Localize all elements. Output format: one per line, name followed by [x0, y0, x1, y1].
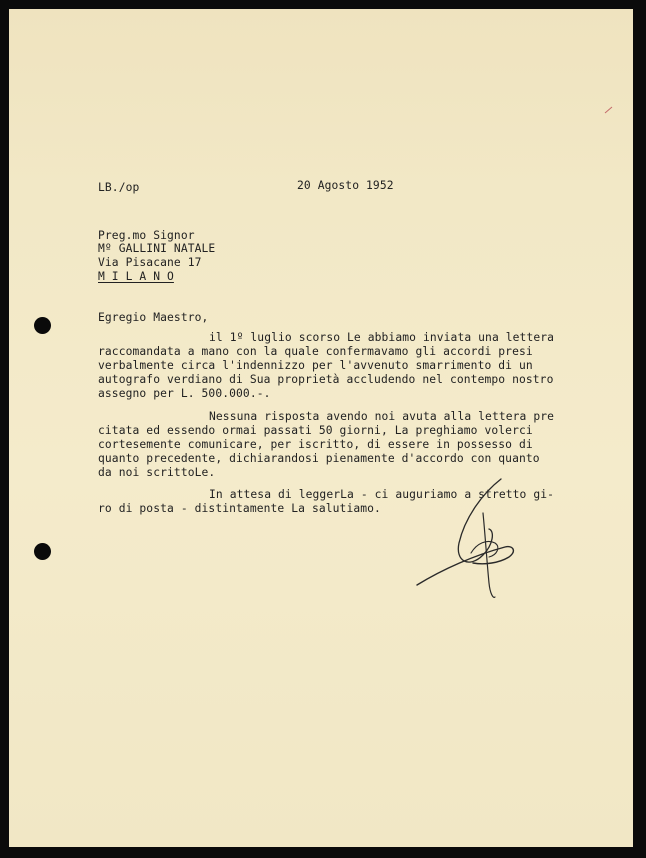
- punch-hole-bottom: [34, 543, 51, 560]
- body-line: autografo verdiano di Sua proprietà accludendo nel contempo nostro: [98, 373, 554, 386]
- recipient-city: M I L A N O: [98, 270, 174, 283]
- body-line: Nessuna risposta avendo noi avuta alla lettera pre: [209, 410, 555, 423]
- salutation: Egregio Maestro,: [98, 311, 209, 324]
- body-line: In attesa di leggerLa - ci auguriamo a stretto gi-: [209, 488, 555, 501]
- letter-page: [9, 9, 633, 847]
- handwritten-signature: [413, 473, 523, 603]
- reference-code: LB./op: [98, 181, 140, 194]
- body-line: verbalmente circa l'indennizzo per l'avvenuto smarrimento di un: [98, 359, 533, 372]
- body-line: citata ed essendo ormai passati 50 giorni, La preghiamo volerci: [98, 424, 533, 437]
- recipient-street: Via Pisacane 17: [98, 256, 202, 269]
- body-line: da noi scrittoLe.: [98, 466, 216, 479]
- body-line: il 1º luglio scorso Le abbiamo inviata una lettera: [209, 331, 555, 344]
- body-line: cortesemente comunicare, per iscritto, di essere in possesso di: [98, 438, 533, 451]
- punch-hole-top: [34, 317, 51, 334]
- recipient-name: Mº GALLINI NATALE: [98, 242, 216, 255]
- recipient-title: Preg.mo Signor: [98, 229, 195, 242]
- body-line: raccomandata a mano con la quale confermavamo gli accordi presi: [98, 345, 533, 358]
- letter-date: 20 Agosto 1952: [297, 179, 394, 192]
- body-line: quanto precedente, dichiarandosi pienamente d'accordo con quanto: [98, 452, 540, 465]
- red-pencil-mark: [604, 105, 614, 115]
- body-line: assegno per L. 500.000.-.: [98, 387, 271, 400]
- body-line: ro di posta - distintamente La salutiamo.: [98, 502, 381, 515]
